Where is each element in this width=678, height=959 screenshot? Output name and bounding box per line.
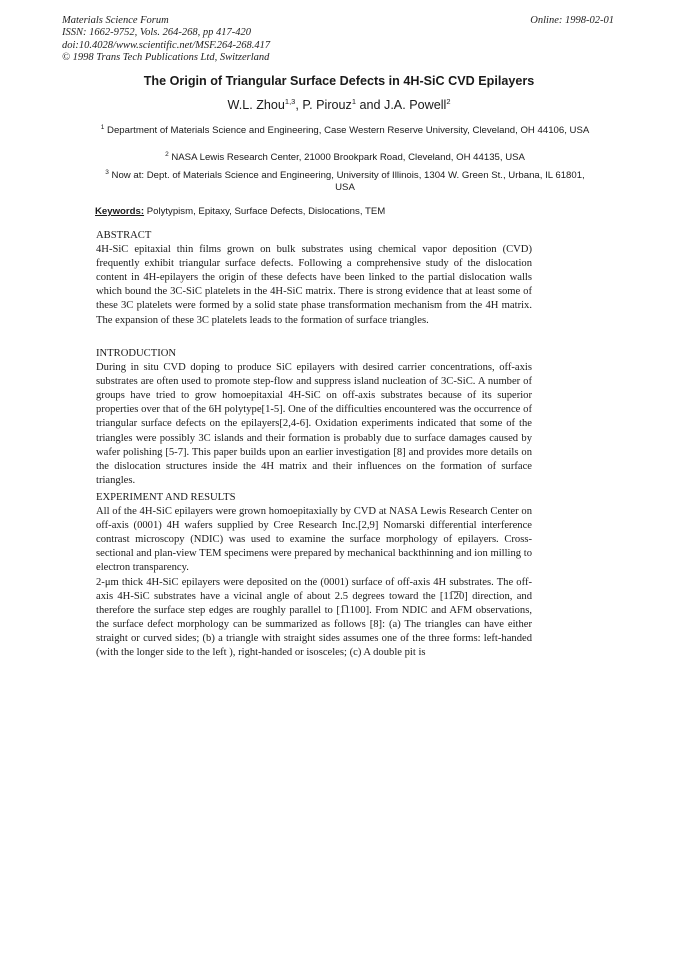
author-name: P. Pirouz [302, 98, 352, 113]
author-separator: , [295, 98, 303, 113]
affiliation-text: Department of Materials Science and Engineering, Case Western Reserve University, Cleveland, OH 44106, USA [107, 125, 590, 137]
affiliation [95, 122, 595, 137]
abstract-text: 4H-SiC epitaxial thin films grown on bulk substrates using chemical vapor deposition (CVD) frequently exhibit triangular surface defects. Following a comprehensive study of the dislocation content in 4H-epilayers the origin of these defects have been linked to the partial dislocation walls which bound the 3C-SiC platelets in the 4H-SiC matrix. There is strong evidence that at least some of these 3C platelets were formed by a solid state phase transformation mechanism from the 4H matrix. The expansion of these 3C platelets leads to the formation of surface triangles. [96, 244, 532, 326]
affiliation-number: 2 [165, 151, 169, 158]
keywords-label: Keywords: [95, 206, 145, 217]
journal-doi: doi:10.4028/www.scientific.net/MSF.264-268.417 [62, 39, 271, 51]
author-affiliation-number: 1 [351, 97, 356, 106]
introduction-heading: INTRODUCTION [96, 348, 177, 359]
experiment-paragraph: All of the 4H-SiC epilayers were grown homoepitaxially by CVD at NASA Lewis Research Center on off-axis (0001) 4H wafers supplied by Cree Research Inc.[2,9] Nomarski differential interference contrast microscopy (NDIC) was used to examine the surface morphology of epilayers. Cross-sectional and plan-view TEM specimens were prepared by mechanical backthinning and ion milling to electron transparency. [96, 506, 532, 574]
introduction-section [96, 347, 532, 488]
abstract-section [96, 229, 532, 328]
online-date: Online: 1998-02-01 [530, 15, 614, 26]
experiment-section [96, 491, 532, 660]
author-affiliation-number: 1,3 [284, 97, 296, 106]
experiment-heading: EXPERIMENT AND RESULTS [96, 492, 236, 503]
affiliation-number: 3 [105, 169, 109, 176]
experiment-paragraph: 2-μm thick 4H-SiC epilayers were deposited on the (0001) surface of off-axis 4H substrates. The off-axis 4H-SiC substrates have a vicinal angle of about 2.5 degrees toward the [11̅2̅0] direction, and therefore the surface step edges are roughly parallel to [1̅1100]. From NDIC and AFM observations, the surface defect morphology can be summarized as follows [8]: (a) The triangles can have either straight or curved sides; (b) a triangle with straight sides assumes one of the three forms: left-handed (with the longer side to the left ), right-handed or isosceles; (c) A double pit is [96, 576, 532, 659]
affiliation-text: Now at: Dept. of Materials Science and Engineering, University of Illinois, 1304 W. Green St., Urbana, IL 61801, USA [111, 170, 585, 194]
introduction-text: During in situ CVD doping to produce SiC epilayers with desired carrier concentrations, off-axis substrates are often used to promote step-flow and suppress island nucleation of 3C-SiC. A number of groups have tried to grow homoepitaxial 4H-SiC on off-axis substrates because of its superior properties over that of the 6H polytype[1-5]. One of the difficulties encountered was the occurrence of triangular surface defects on the epilayers[2,4-6]. Oxidation experiments indicated that some of the triangles were possibly 3C islands and their formation is probably due to surface damages caused by wafer polishing [5-7]. This paper builds upon an earlier investigation [8] and provides more details on the dislocation structures inside the 4H matrix and their influences on the formation of surface triangles. [96, 362, 532, 486]
paper-title: The Origin of Triangular Surface Defects in 4H-SiC CVD Epilayers [143, 74, 535, 88]
affiliation-number: 1 [100, 124, 105, 131]
author-separator: and [356, 98, 385, 113]
author-name: J.A. Powell [384, 98, 447, 113]
affiliation [95, 149, 595, 164]
author-affiliation-number: 2 [446, 97, 451, 106]
keywords-text: Polytypism, Epitaxy, Surface Defects, Dislocations, TEM [146, 206, 386, 217]
journal-header [62, 15, 270, 64]
abstract-heading: ABSTRACT [96, 230, 152, 241]
journal-copyright: © 1998 Trans Tech Publications Ltd, Switzerland [62, 51, 270, 63]
journal-name: Materials Science Forum [62, 15, 169, 26]
journal-issn: ISSN: 1662-9752, Vols. 264-268, pp 417-420 [62, 27, 251, 39]
keywords-line [95, 206, 385, 217]
affiliation-text: NASA Lewis Research Center, 21000 Brookpark Road, Cleveland, OH 44135, USA [171, 152, 525, 164]
affiliation [95, 167, 595, 194]
author-name: W.L. Zhou [227, 98, 285, 113]
author-list [0, 97, 678, 112]
